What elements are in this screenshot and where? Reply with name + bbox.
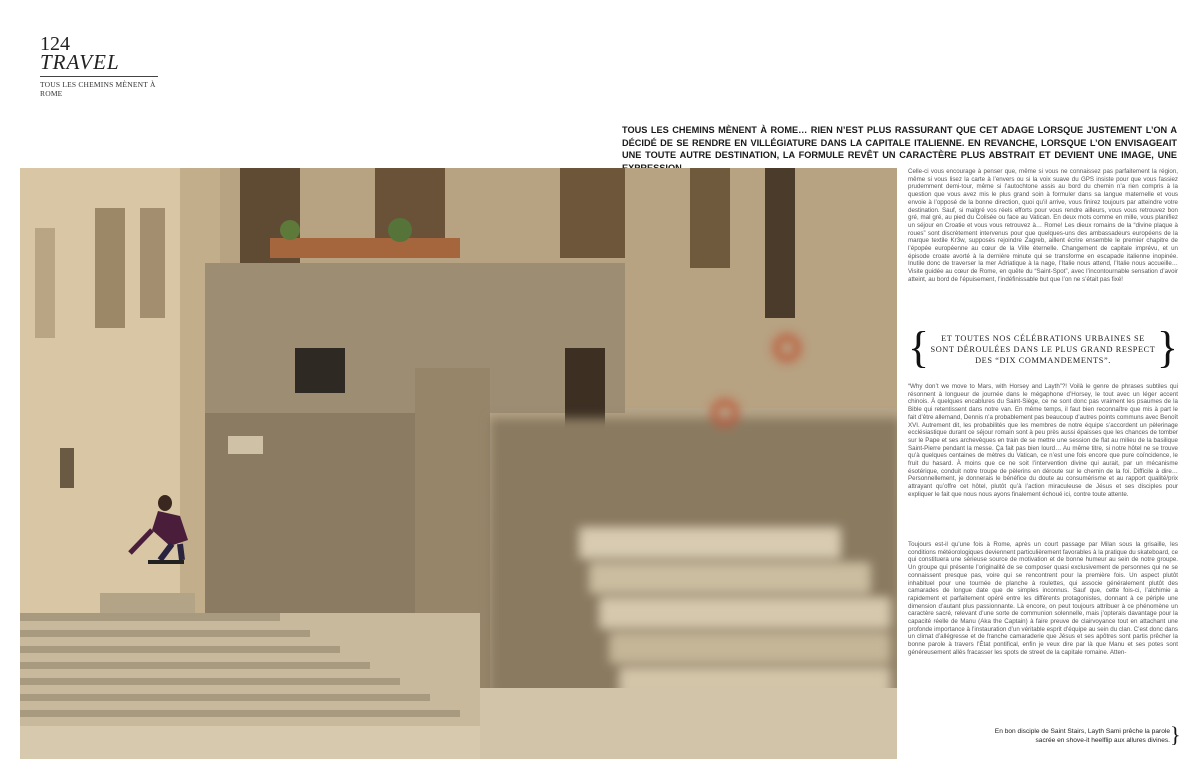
caption-brace-icon: } [1170, 722, 1181, 747]
left-brace-icon: { [908, 323, 930, 372]
body-paragraph-3: Toujours est-il qu’une fois à Rome, après un court passage par Milan sous la grisaille, les conditions météorologiques deviennent particulièrement favorables à la pratique du skateboard, ce qui constituera une sérieuse source de motivation et de bonne humeur au sein de notre groupe. Un groupe qui présente l’originalité de se composer quasi exclusivement de personnes qui ne se connaissent presque pas, voire qui se rencontrent pour la première fois. Un aspect plutôt inhabituel pour une tournée de planche à roulettes, qui associe généralement plutôt des camarades de longue date que de simples inconnus. Sauf que, cette fois-ci, l’alchimie a rapidement et parfaitement opéré entre les différents protagonistes, donnant à ce périple une dimension d’autant plus passionnante. Là encore, on peut toujours attribuer à ce phénomène un caractère sacré, relevant d’une sorte de communion solennelle, mais j’opterais davantage pour la capacité réelle de Manu (Aka the Captain) à faire preuve de clairvoyance tout en attachant une profonde importance à l’instauration d’un véritable esprit d’équipe au sein du clan. C’est donc dans un climat d’allégresse et de franche camaraderie que Jésus et ses apôtres sont partis prêcher la bonne parole à travers l’État pontifical, enfin je veux dire par là que Manu et ses potes sont généreusement allés fracasser les spots de street de la capitale romaine. Atten- [908, 541, 1178, 656]
pull-quote-text: ET TOUTES NOS CÉLÉBRATIONS URBAINES SE SONT DÉROULÉES DANS LE PLUS GRAND RESPECT DES “DIX COMMANDEMENTS”. [930, 334, 1156, 365]
section-title: TRAVEL [40, 50, 120, 74]
pull-quote [908, 323, 1178, 372]
intro-text: TOUS LES CHEMINS MÈNENT À ROME… RIEN N’EST PLUS RASSURANT QUE CET ADAGE LORSQUE JUSTEMENT L’ON A DÉCIDÉ DE SE RENDRE EN VILLÉGIATURE DANS LA CAPITALE ITALIENNE. EN REVANCHE, LORSQUE L’ON ENVISAGEAIT UNE TOUTE AUTRE DESTINATION, LA FORMULE REVÊT UN CARACTÈRE PLUS ABSTRAIT ET DEVIENT UNE IMAGE, UNE [622, 125, 1177, 160]
section-subtitle: TOUS LES CHEMINS MÈNENT À ROME [40, 80, 156, 98]
caption-line-1: En bon disciple de Saint Stairs, Layth Sami prêche la parole [994, 728, 1170, 735]
article-photo [20, 168, 897, 759]
body-paragraph-1: Celle-ci vous encourage à penser que, même si vous ne connaissez pas parfaitement la région, même si vous lisez la carte à l’envers ou si la voix suave du GPS insiste pour que vous fassiez prudemment demi-tour, même si l’autochtone assis au bord du chemin n’a rien compris à la question que vous avez mis le plus grand soin à formuler dans sa langue maternelle et vous envoie à l’opposé de la bonne direction, quoi qu’il arrive, vous finirez toujours par atteindre votre destination. Sauf, si malgré vos réels efforts pour vous rendre ailleurs, vous vous retrouvez bon gré, mal gré, au pied du Colisée ou face au Vatican. En deux mots comme en mille, vous planifiez un séjour en Croatie et vous vous retrouvez à… Rome! Les dieux romains de la “divine plaque à roues” sont discrètement intervenus pour que quelques-uns des ambassadeurs européens de la marque textile Kr3w, supposés rejoindre Zagreb, aillent écrire ensemble le premier chapitre de l’épopée européenne au cœur de la Ville éternelle. Changement de capitale imprévu, et un épisode croate avorté à la dernière minute qui se transforme en escapade italienne inopinée. Inutile donc de traverser la mer Adriatique à la nage, l’Italie nous attend, l’Italie nous accueille… Visite guidée au cœur de Rome, en quête du “Saint-Spot”, avec l’incontournable sensation d’avoir atteint, au bord de l’épuisement, l’indéfinissable but que l’on ne s’était pas fixé! [908, 168, 1178, 283]
page-header [40, 34, 165, 98]
right-brace-icon: } [1156, 323, 1178, 372]
caption-line-2: sacrée en shove-it heelflip aux allures divines. [1035, 737, 1170, 744]
header-rule [40, 76, 158, 77]
body-paragraph-2: “Why don’t we move to Mars, with Horsey and Layth”?! Voilà le genre de phrases subtiles qui résonnent à longueur de journée dans le mégaphone d’Horsey, le tout avec un léger accent chinois. À quelques encablures du Saint-Siège, ce ne sont donc pas vraiment les psaumes de la Bible qui retentissent dans notre van. En même temps, il faut bien reconnaître que mis à part le fait d’être allemand, Dennis n’a probablement pas beaucoup d’autres points communs avec Benoît XVI. Autrement dit, les probabilités que les membres de notre équipe s’accordent un pèlerinage ecclésiastique durant ce séjour romain sont à peu près aussi épaisses que les chances de tomber sur le Pape et ses archevêques en train de se mettre une session de flat au milieu de la basilique Saint-Pierre pendant la messe. Ça fait pas bien lourd… Au même titre, si notre hôtel ne se trouve qu’à quelques centaines de mètres du Vatican, ce n’est une fois encore que pure coïncidence, le fruit du hasard. À moins que ce ne soit l’intervention divine qui aurait, par un mécanisme ésotérique, conduit notre troupe de pèlerins en déroute sur le chemin de la foi. Difficile à dire… Personnellement, je donnerais le bénéfice du doute au consumérisme et au rapport qualité/prix attrayant qu’offre cet hôtel, plutôt qu’à l’action miraculeuse de Jésus et ses disciples pour expliquer le fait que nous nous ayons finalement échoué ici, contre toute attente. [908, 383, 1178, 498]
page-number: 124 [40, 33, 70, 55]
rome-stairs-illustration [20, 168, 897, 759]
photo-caption [920, 727, 1170, 745]
